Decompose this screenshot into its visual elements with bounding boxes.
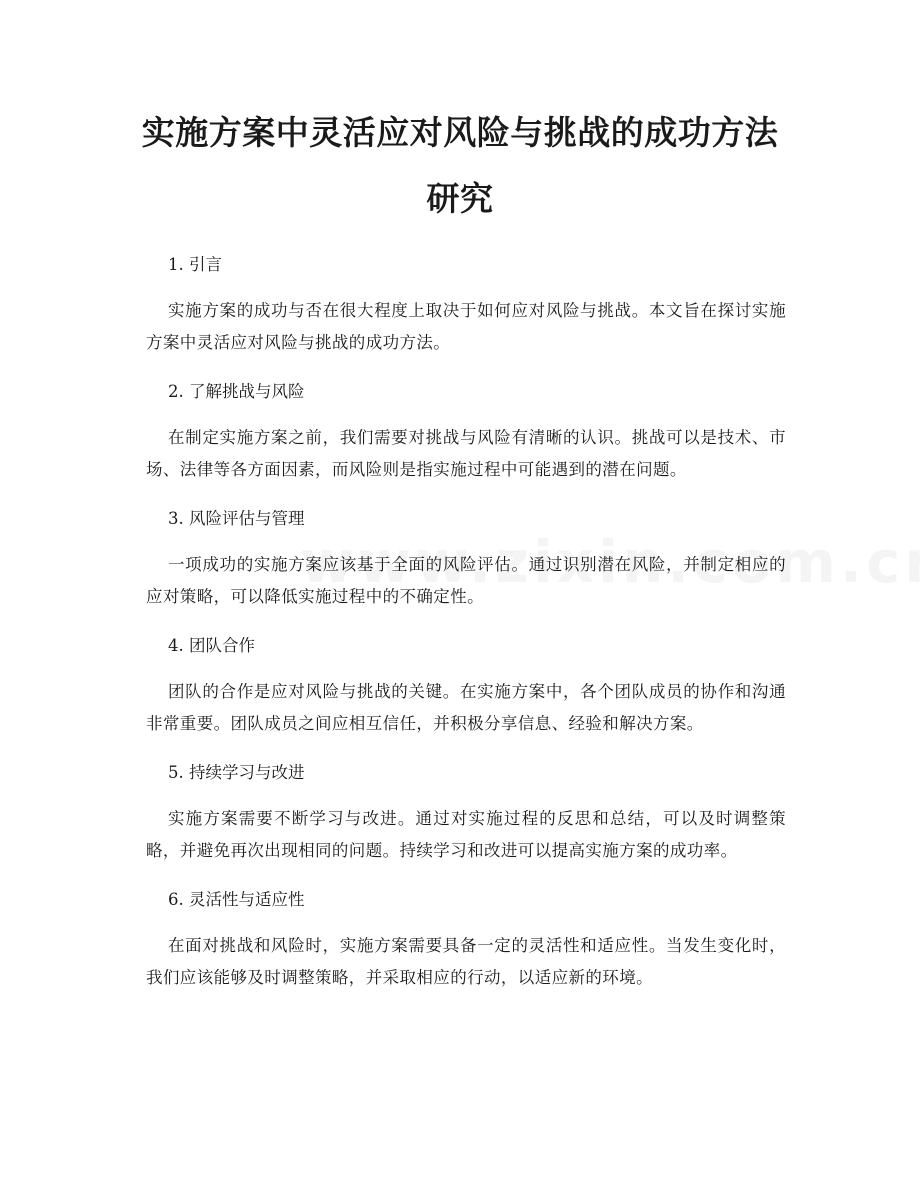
section-2 <box>146 377 786 486</box>
document-title-line1: 实施方案中灵活应对风险与挑战的成功方法 <box>141 113 779 152</box>
section-body: 实施方案的成功与否在很大程度上取决于如何应对风险与挑战。本文旨在探讨实施方案中灵活应对风险与挑战的成功方法。 <box>146 301 786 352</box>
section-heading: 3. 风险评估与管理 <box>168 509 305 528</box>
section-body: 团队的合作是应对风险与挑战的关键。在实施方案中，各个团队成员的协作和沟通非常重要。团队成员之间应相互信任，并积极分享信息、经验和解决方案。 <box>146 682 786 733</box>
section-heading: 1. 引言 <box>168 255 222 274</box>
section-1 <box>146 250 786 359</box>
section-4 <box>146 631 786 740</box>
section-heading: 2. 了解挑战与风险 <box>168 382 305 401</box>
section-body: 实施方案需要不断学习与改进。通过对实施过程的反思和总结，可以及时调整策略，并避免再次出现相同的问题。持续学习和改进可以提高实施方案的成功率。 <box>146 809 786 860</box>
section-heading: 4. 团队合作 <box>168 636 255 655</box>
section-3 <box>146 504 786 613</box>
section-heading: 5. 持续学习与改进 <box>168 763 305 782</box>
document-title-line2: 研究 <box>426 179 494 218</box>
section-body: 一项成功的实施方案应该基于全面的风险评估。通过识别潜在风险，并制定相应的应对策略，可以降低实施过程中的不确定性。 <box>146 555 786 606</box>
section-5 <box>146 758 786 867</box>
document-title <box>120 100 800 232</box>
section-heading: 6. 灵活性与适应性 <box>168 890 305 909</box>
document-content <box>146 250 786 1012</box>
section-6 <box>146 885 786 994</box>
section-body: 在面对挑战和风险时，实施方案需要具备一定的灵活性和适应性。当发生变化时，我们应该能够及时调整策略，并采取相应的行动，以适应新的环境。 <box>146 936 786 987</box>
section-body: 在制定实施方案之前，我们需要对挑战与风险有清晰的认识。挑战可以是技术、市场、法律等各方面因素，而风险则是指实施过程中可能遇到的潜在问题。 <box>146 428 786 479</box>
